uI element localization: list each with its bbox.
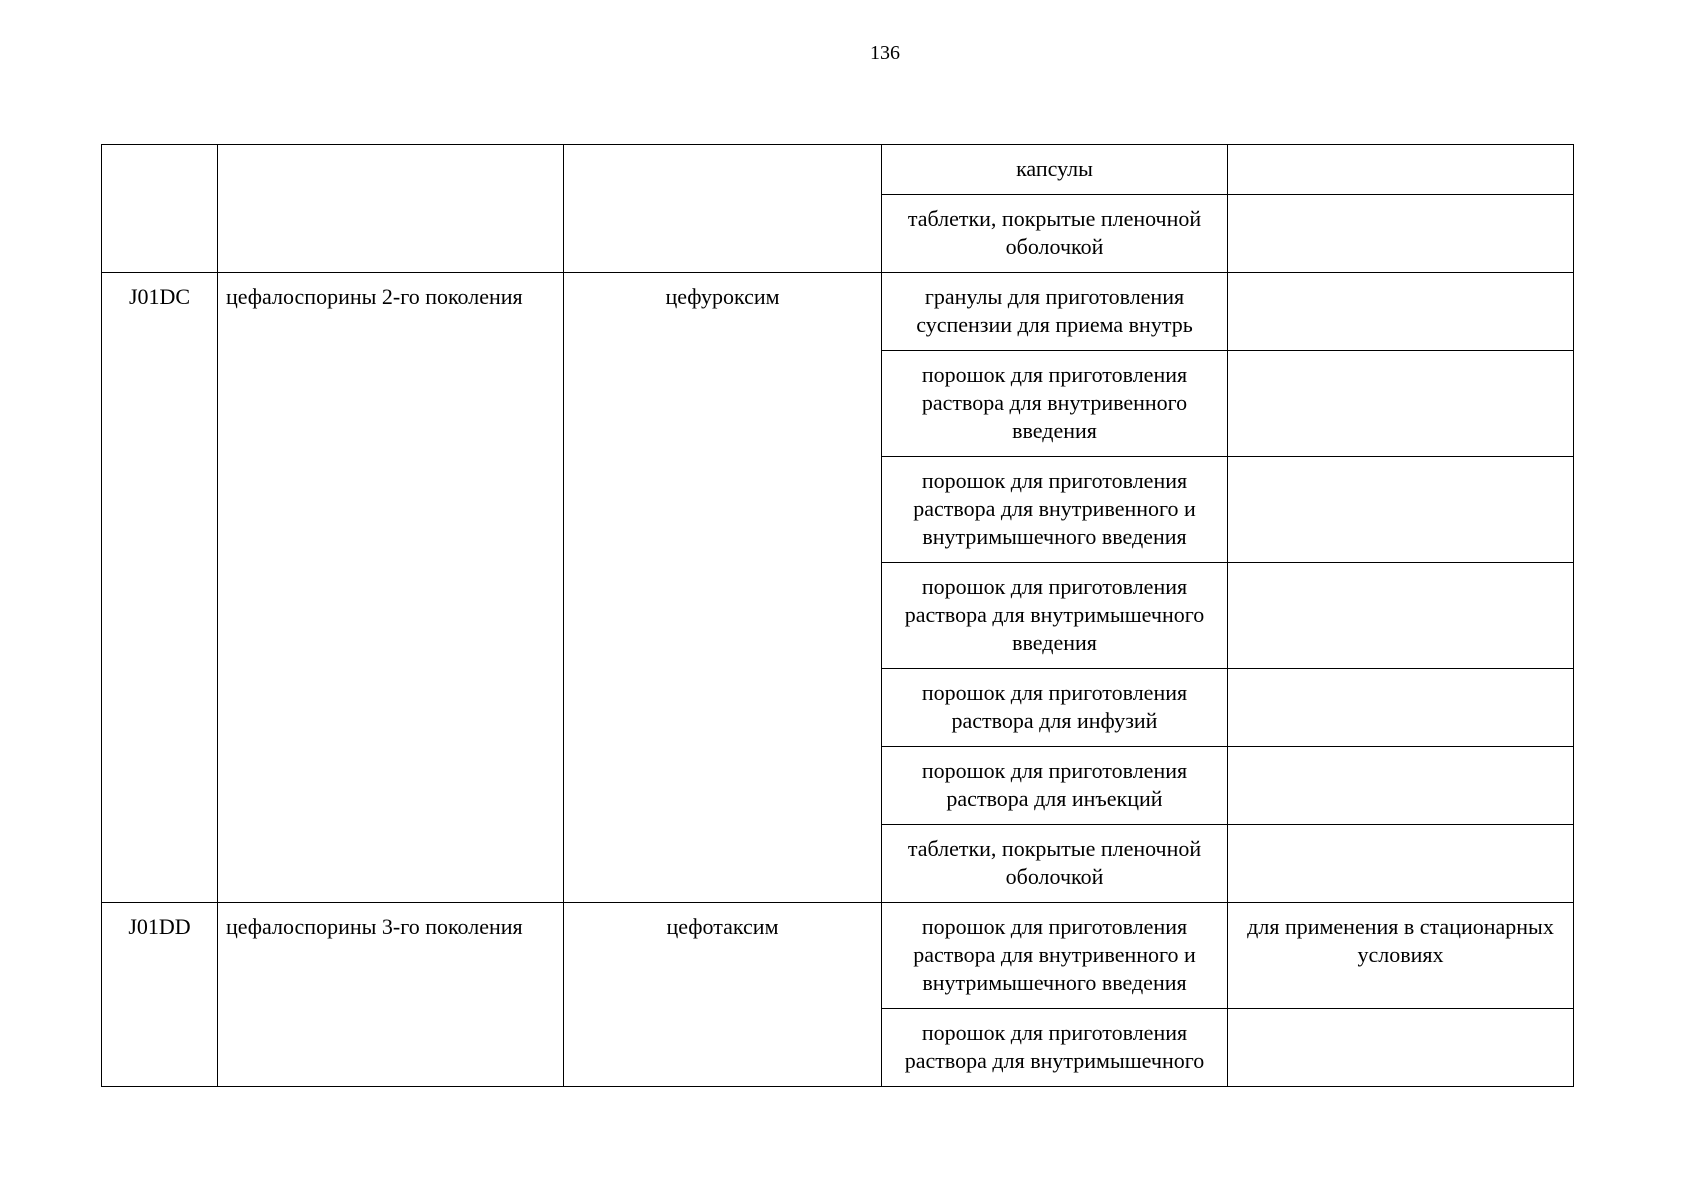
dosage-form-cell: гранулы для приготовления суспензии для приема внутрь bbox=[882, 273, 1228, 351]
note-cell bbox=[1228, 1009, 1574, 1087]
note-cell bbox=[1228, 747, 1574, 825]
table-row bbox=[102, 903, 1574, 1009]
dosage-form-cell: порошок для приготовления раствора для внутривенного и внутримышечного введения bbox=[882, 903, 1228, 1009]
note-cell bbox=[1228, 563, 1574, 669]
note-cell bbox=[1228, 351, 1574, 457]
group-name-cell bbox=[218, 145, 564, 273]
note-cell: для применения в стационарных условиях bbox=[1228, 903, 1574, 1009]
note-cell bbox=[1228, 195, 1574, 273]
note-cell bbox=[1228, 825, 1574, 903]
drug-name-cell bbox=[564, 145, 882, 273]
group-name-cell: цефалоспорины 2-го поколения bbox=[218, 273, 564, 903]
dosage-form-cell: порошок для приготовления раствора для внутривенного введения bbox=[882, 351, 1228, 457]
atc-code-cell: J01DD bbox=[102, 903, 218, 1087]
table-row bbox=[102, 145, 1574, 195]
page-number: 136 bbox=[870, 42, 900, 64]
note-cell bbox=[1228, 145, 1574, 195]
dosage-form-cell: таблетки, покрытые пленочной оболочкой bbox=[882, 825, 1228, 903]
atc-code-cell bbox=[102, 145, 218, 273]
dosage-form-cell: порошок для приготовления раствора для инъекций bbox=[882, 747, 1228, 825]
drug-name-cell: цефуроксим bbox=[564, 273, 882, 903]
dosage-form-cell: порошок для приготовления раствора для внутримышечного введения bbox=[882, 563, 1228, 669]
dosage-form-cell: таблетки, покрытые пленочной оболочкой bbox=[882, 195, 1228, 273]
note-cell bbox=[1228, 457, 1574, 563]
table-row bbox=[102, 273, 1574, 351]
drug-table bbox=[101, 144, 1574, 1087]
dosage-form-cell: капсулы bbox=[882, 145, 1228, 195]
note-cell bbox=[1228, 669, 1574, 747]
drug-name-cell: цефотаксим bbox=[564, 903, 882, 1087]
note-cell bbox=[1228, 273, 1574, 351]
dosage-form-cell: порошок для приготовления раствора для инфузий bbox=[882, 669, 1228, 747]
dosage-form-cell: порошок для приготовления раствора для внутривенного и внутримышечного введения bbox=[882, 457, 1228, 563]
atc-code-cell: J01DC bbox=[102, 273, 218, 903]
group-name-cell: цефалоспорины 3-го поколения bbox=[218, 903, 564, 1087]
dosage-form-cell: порошок для приготовления раствора для внутримышечного bbox=[882, 1009, 1228, 1087]
